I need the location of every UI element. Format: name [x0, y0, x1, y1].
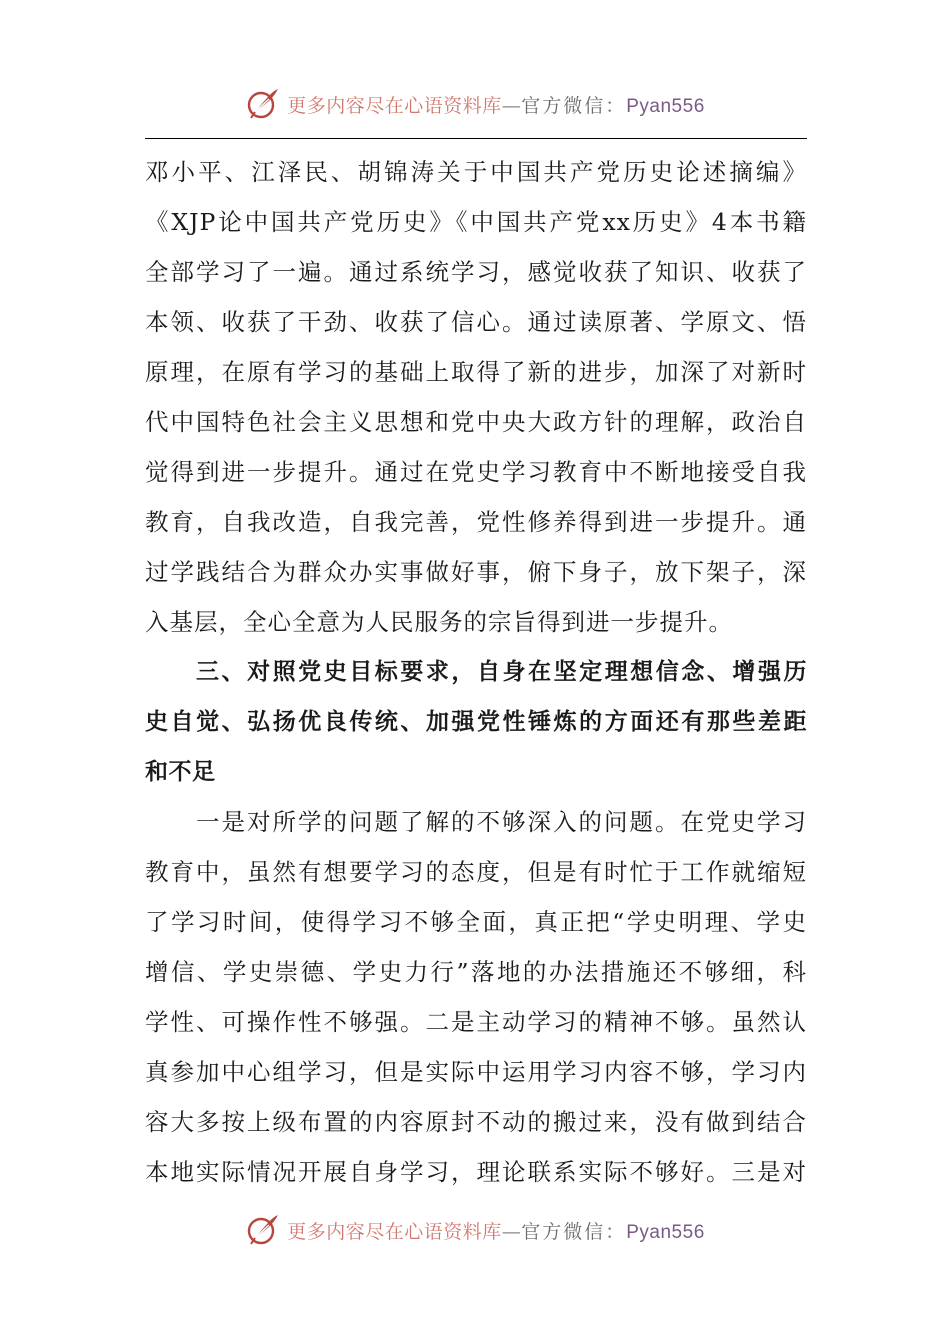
heading-line: 和不足 [145, 759, 216, 785]
banner-dash: — [501, 94, 522, 117]
banner-official-label: 官方微信： [521, 1220, 627, 1243]
footer-banner [0, 1206, 950, 1254]
banner-wechat-handle: Pyan556 [626, 1221, 705, 1243]
text-line: 本地实际情况开展自身学习，理论联系实际不够好。三是对 [145, 1158, 807, 1186]
text-line: 《XJP论中国共产党历史》《中国共产党xx历史》4本书籍 [145, 208, 807, 236]
text-line: 教育，自我改造，自我完善，党性修养得到进一步提升。通 [145, 508, 807, 536]
heading-line: 三、对照党史目标要求，自身在坚定理想信念、增强历 [196, 659, 807, 685]
text-line: 容大多按上级布置的内容原封不动的搬过来，没有做到结合 [145, 1108, 807, 1136]
banner-wechat-handle: Pyan556 [626, 95, 705, 117]
text-line: 增信、学史崇德、学史力行”落地的办法措施还不够细，科 [145, 958, 807, 986]
banner-text [287, 1217, 705, 1244]
text-line: 过学践结合为群众办实事做好事，俯下身子，放下架子，深 [145, 558, 807, 586]
text-line: 邓小平、江泽民、胡锦涛关于中国共产党历史论述摘编》 [145, 158, 807, 186]
text-line: 本领、收获了干劲、收获了信心。通过读原著、学原文、悟 [145, 308, 807, 336]
text-line: 觉得到进一步提升。通过在党史学习教育中不断地接受自我 [145, 458, 807, 486]
banner-brand: 更多内容尽在心语资料库 [287, 94, 502, 117]
section-heading-three [145, 647, 807, 797]
text-line: 学性、可操作性不够强。二是主动学习的精神不够。虽然认 [145, 1008, 807, 1036]
text-line: 了学习时间，使得学习不够全面，真正把“学史明理、学史 [145, 908, 807, 936]
text-line: 代中国特色社会主义思想和党中央大政方针的理解，政治自 [145, 408, 807, 436]
text-line: 教育中，虽然有想要学习的态度，但是有时忙于工作就缩短 [145, 858, 807, 886]
paragraph-study-results [145, 147, 807, 647]
header-divider [145, 138, 807, 139]
text-line: 入基层，全心全意为人民服务的宗旨得到进一步提升。 [145, 608, 733, 636]
banner-brand: 更多内容尽在心语资料库 [287, 1220, 502, 1243]
text-line: 全部学习了一遍。通过系统学习，感觉收获了知识、收获了 [145, 258, 807, 286]
header-banner [0, 80, 950, 128]
banner-text [287, 91, 705, 118]
banner-official-label: 官方微信： [521, 94, 627, 117]
text-line: 一是对所学的问题了解的不够深入的问题。在党史学习 [196, 808, 807, 836]
text-line: 原理，在原有学习的基础上取得了新的进步，加深了对新时 [145, 358, 807, 386]
document-body [145, 147, 807, 1197]
banner-dash: — [501, 1220, 522, 1243]
quill-logo-icon [245, 1212, 281, 1248]
text-line: 真参加中心组学习，但是实际中运用学习内容不够，学习内 [145, 1058, 807, 1086]
heading-line: 史自觉、弘扬优良传统、加强党性锤炼的方面还有那些差距 [145, 709, 807, 735]
quill-logo-icon [245, 86, 281, 122]
paragraph-shortcomings [145, 797, 807, 1197]
